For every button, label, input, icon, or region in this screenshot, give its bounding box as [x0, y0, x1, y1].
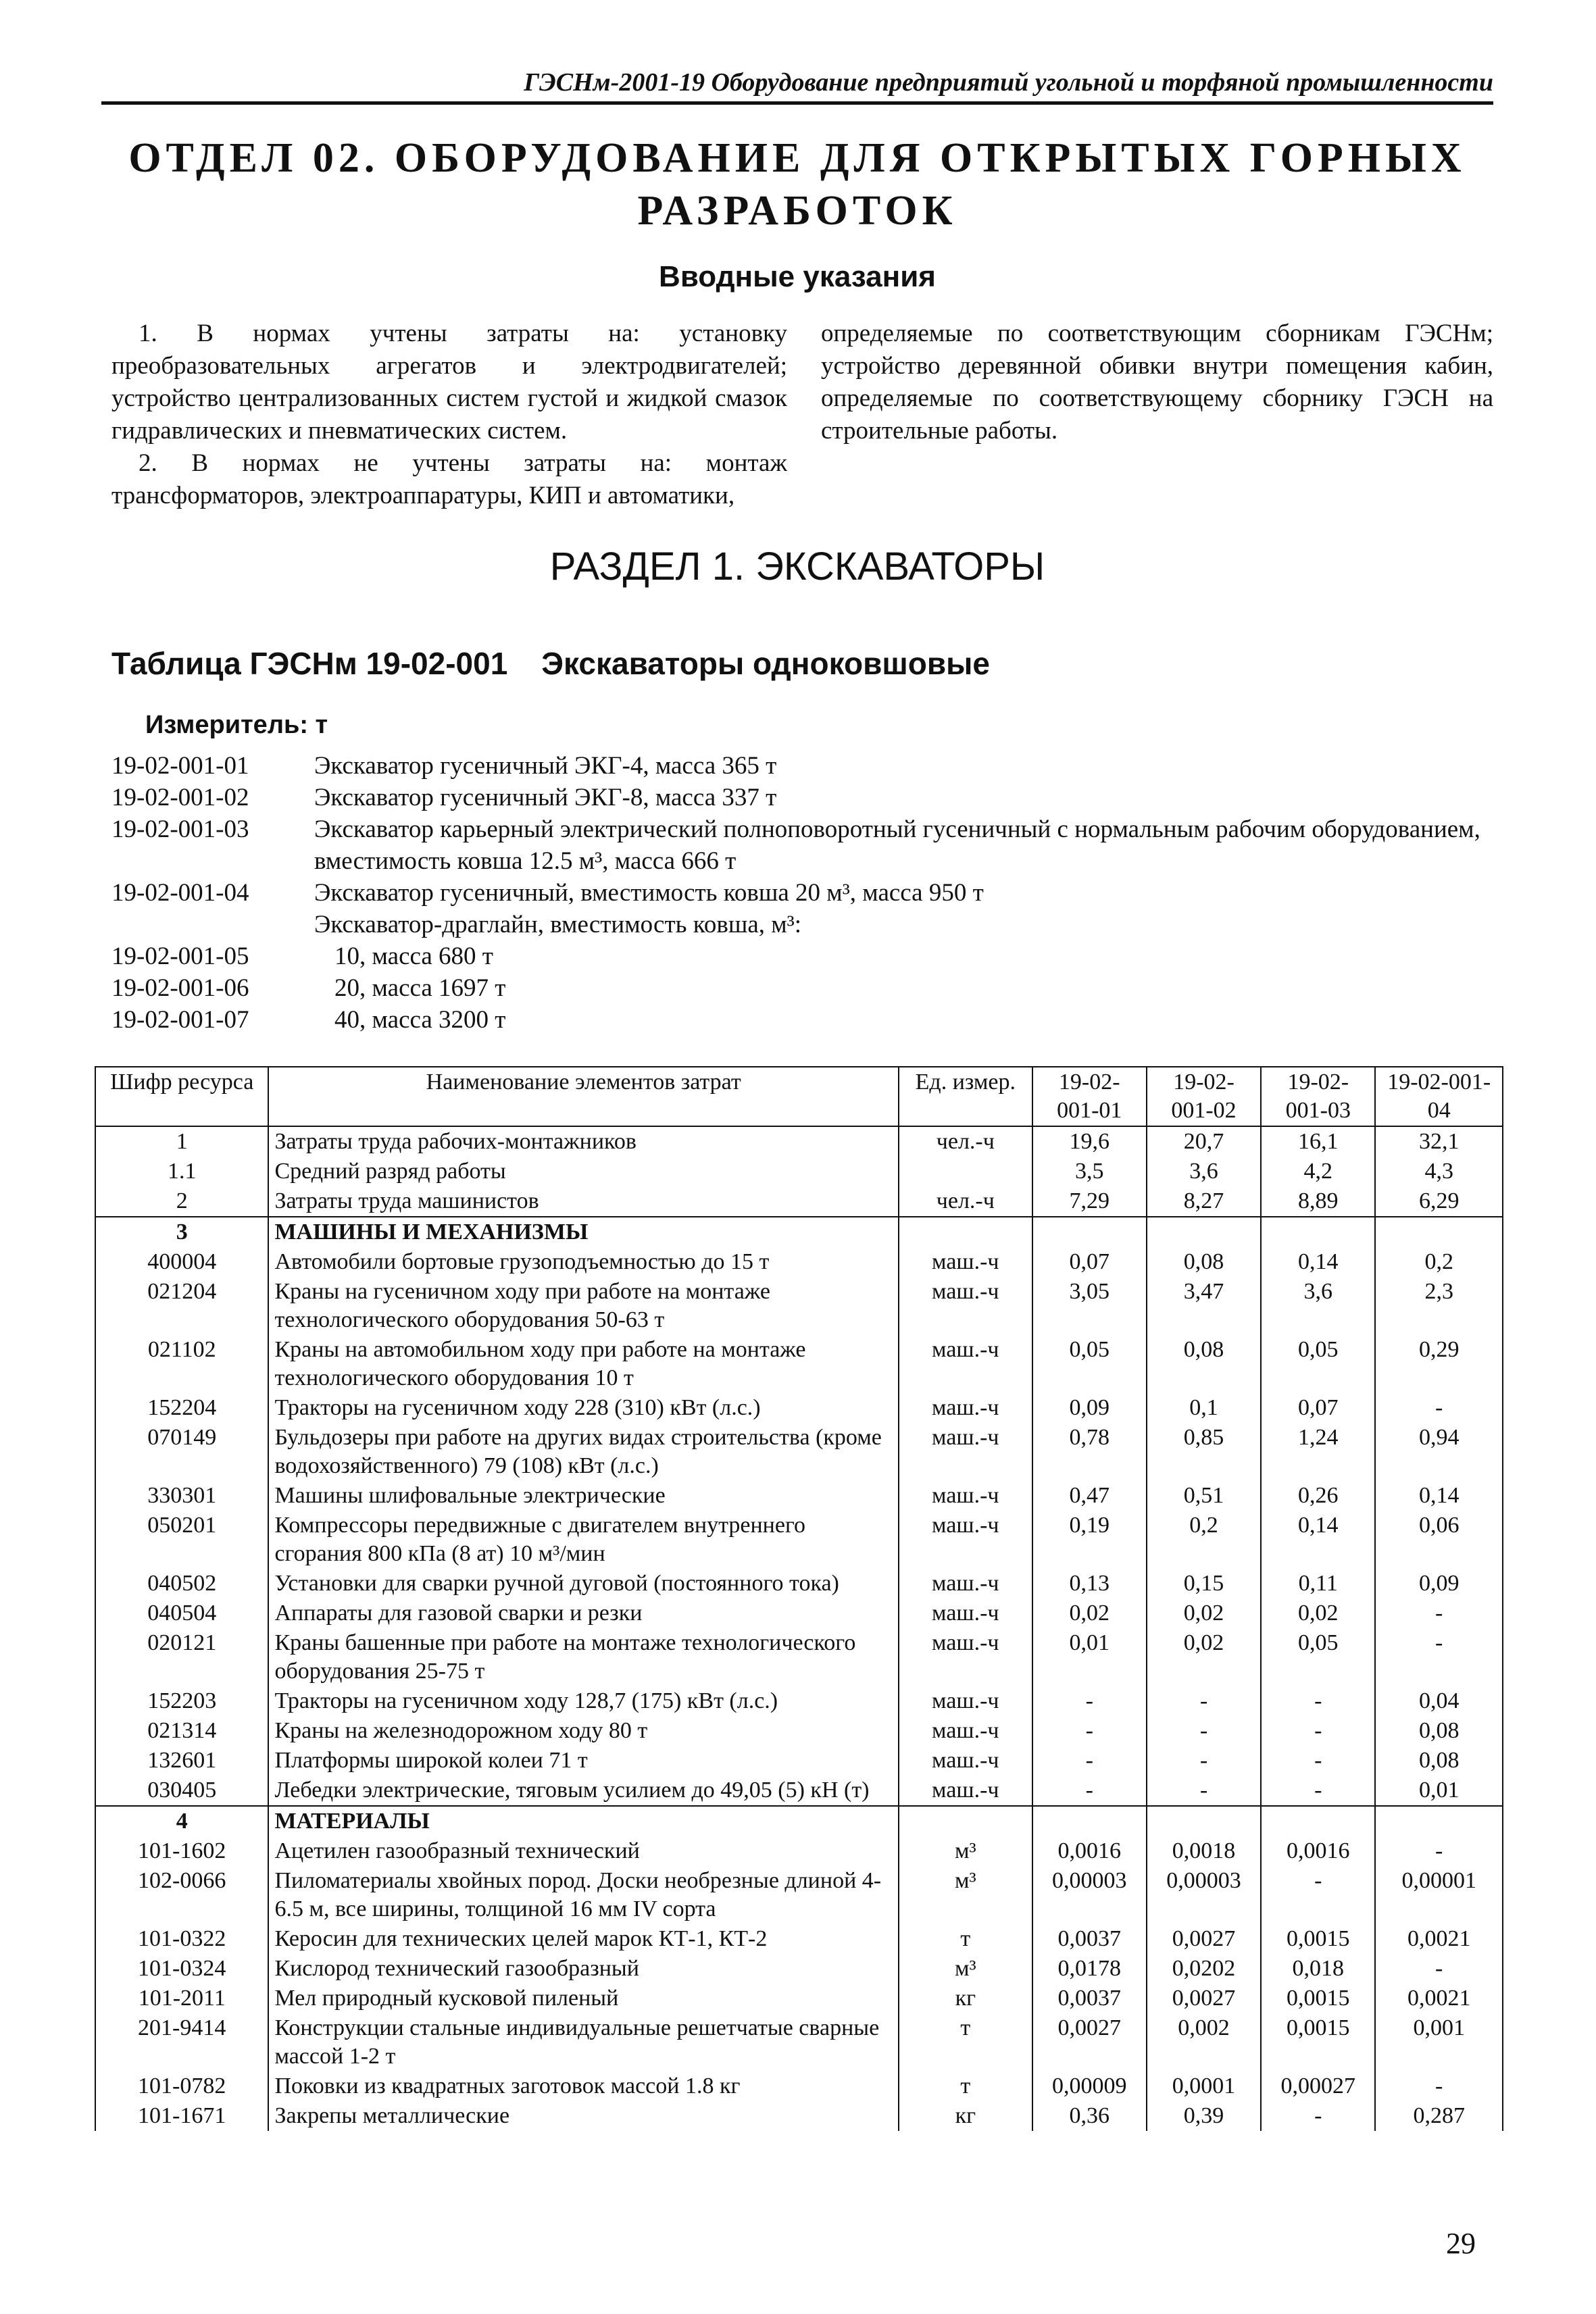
unit-cell: маш.-ч	[899, 1599, 1032, 1628]
norm-value-cell: -	[1261, 1746, 1375, 1776]
norm-value-cell: 0,02	[1261, 1599, 1375, 1628]
norm-value-cell: 20,7	[1147, 1126, 1261, 1157]
norm-value-cell: 0,0015	[1261, 1924, 1375, 1954]
cost-element-cell: Средний разряд работы	[268, 1157, 899, 1186]
cost-element-cell: Кислород технический газообразный	[268, 1954, 899, 1984]
norm-value-cell: 7,29	[1032, 1186, 1147, 1217]
cost-element-cell: Керосин для технических целей марок КТ-1, КТ-2	[268, 1924, 899, 1954]
norm-value-cell: -	[1147, 1716, 1261, 1746]
norm-code: 19-02-001-02	[111, 784, 249, 811]
table-row	[95, 1836, 1503, 1866]
norm-value-cell: 16,1	[1261, 1126, 1375, 1157]
norm-value-cell: -	[1375, 1599, 1503, 1628]
norm-value-cell: 0,08	[1375, 1746, 1503, 1776]
norm-value-cell: 0,29	[1375, 1335, 1503, 1393]
resource-code-cell: 040504	[95, 1599, 268, 1628]
running-header: ГЭСНм-2001-19 Оборудование предприятий угольной и торфяной промышленности	[101, 68, 1493, 105]
unit-cell: маш.-ч	[899, 1393, 1032, 1423]
resource-code-cell: 101-0782	[95, 2071, 268, 2101]
cost-element-cell: Аппараты для газовой сварки и резки	[268, 1599, 899, 1628]
norm-value-cell: 0,36	[1032, 2101, 1147, 2131]
cost-element-cell: Краны на автомобильном ходу при работе на монтаже технологического оборудования 10 т	[268, 1335, 899, 1393]
table-row	[95, 1924, 1503, 1954]
norm-description: Экскаватор гусеничный ЭКГ-4, масса 365 т	[314, 752, 777, 780]
cost-element-cell: Установки для сварки ручной дуговой (постоянного тока)	[268, 1569, 899, 1599]
unit-cell: маш.-ч	[899, 1746, 1032, 1776]
norm-value-cell: 0,14	[1261, 1511, 1375, 1569]
norm-value-cell	[1375, 1217, 1503, 1247]
table-row	[95, 1186, 1503, 1217]
norm-description: Экскаватор-драглайн, вместимость ковша, м³:	[314, 911, 802, 938]
table-row	[95, 2013, 1503, 2071]
header-norm-01: 19-02-001-01	[1032, 1067, 1147, 1126]
resource-code-cell: 101-1602	[95, 1836, 268, 1866]
unit-cell: кг	[899, 2101, 1032, 2131]
table-row	[95, 1481, 1503, 1511]
table-row	[95, 1628, 1503, 1686]
norm-code: 19-02-001-06	[111, 974, 249, 1002]
cost-element-cell: Затраты труда рабочих-монтажников	[268, 1126, 899, 1157]
cost-element-cell: Тракторы на гусеничном ходу 128,7 (175) кВт (л.с.)	[268, 1686, 899, 1716]
norm-value-cell: 3,6	[1261, 1277, 1375, 1335]
cost-element-cell: Закрепы металлические	[268, 2101, 899, 2131]
table-row	[95, 1217, 1503, 1247]
table-row	[95, 2101, 1503, 2131]
measure-unit: Измеритель: т	[145, 711, 328, 739]
norm-value-cell: 0,0027	[1147, 1984, 1261, 2013]
norm-value-cell: -	[1261, 1686, 1375, 1716]
resource-code-cell: 030405	[95, 1776, 268, 1806]
norm-value-cell: 4,2	[1261, 1157, 1375, 1186]
unit-cell: т	[899, 1924, 1032, 1954]
norm-value-cell: 0,08	[1375, 1716, 1503, 1746]
cost-element-cell: Затраты труда машинистов	[268, 1186, 899, 1217]
norm-description: Экскаватор гусеничный ЭКГ-8, масса 337 т	[314, 784, 777, 811]
cost-element-cell: Автомобили бортовые грузоподъемностью до 15 т	[268, 1247, 899, 1277]
header-unit: Ед. измер.	[899, 1067, 1032, 1126]
resource-code-cell: 021314	[95, 1716, 268, 1746]
unit-cell: т	[899, 2013, 1032, 2071]
cost-element-cell: Ацетилен газообразный технический	[268, 1836, 899, 1866]
intro-paragraph-2: 2. В нормах не учтены затраты на: монтаж трансформаторов, электроаппаратуры, КИП и автоматики,	[111, 449, 787, 509]
table-row	[95, 1866, 1503, 1924]
unit-cell: маш.-ч	[899, 1716, 1032, 1746]
intro-right-column	[821, 318, 1493, 447]
table-number: Таблица ГЭСНм 19-02-001	[111, 646, 508, 681]
unit-cell: маш.-ч	[899, 1569, 1032, 1599]
norm-value-cell: 0,0178	[1032, 1954, 1147, 1984]
table-row	[95, 1247, 1503, 1277]
resource-code-cell: 152203	[95, 1686, 268, 1716]
resource-code-cell: 050201	[95, 1511, 268, 1569]
table-row	[95, 1954, 1503, 1984]
cost-element-cell: Тракторы на гусеничном ходу 228 (310) кВт (л.с.)	[268, 1393, 899, 1423]
norm-value-cell: 0,19	[1032, 1511, 1147, 1569]
unit-cell: маш.-ч	[899, 1277, 1032, 1335]
table-row	[95, 1776, 1503, 1806]
table-row	[95, 1423, 1503, 1481]
norm-value-cell: -	[1261, 2101, 1375, 2131]
norm-value-cell: 0,14	[1375, 1481, 1503, 1511]
resource-code-cell: 201-9414	[95, 2013, 268, 2071]
resource-code-cell: 021204	[95, 1277, 268, 1335]
norm-value-cell	[1147, 1217, 1261, 1247]
norm-value-cell: 0,05	[1261, 1628, 1375, 1686]
norm-value-cell: 0,0018	[1147, 1836, 1261, 1866]
norm-value-cell: 0,15	[1147, 1569, 1261, 1599]
table-row	[95, 1746, 1503, 1776]
norm-value-cell: -	[1375, 1628, 1503, 1686]
table-row	[95, 1126, 1503, 1157]
norm-code: 19-02-001-04	[111, 879, 249, 907]
norm-value-cell: 0,00009	[1032, 2071, 1147, 2101]
norm-value-cell: 0,2	[1147, 1511, 1261, 1569]
norm-value-cell	[1261, 1217, 1375, 1247]
norm-value-cell: 0,08	[1147, 1335, 1261, 1393]
intro-title: Вводные указания	[659, 260, 936, 293]
resource-code-cell: 101-1671	[95, 2101, 268, 2131]
norm-description: 10, масса 680 т	[334, 942, 493, 970]
norm-value-cell: 0,0037	[1032, 1984, 1147, 2013]
norm-code-item	[111, 813, 1497, 877]
norm-value-cell: 0,11	[1261, 1569, 1375, 1599]
cost-element-cell: Мел природный кусковой пиленый	[268, 1984, 899, 2013]
norm-value-cell: 3,5	[1032, 1157, 1147, 1186]
norm-value-cell: 3,05	[1032, 1277, 1147, 1335]
norm-value-cell: 0,00003	[1032, 1866, 1147, 1924]
resource-code-cell: 132601	[95, 1746, 268, 1776]
norm-value-cell: 0,47	[1032, 1481, 1147, 1511]
norm-value-cell: 2,3	[1375, 1277, 1503, 1335]
norm-value-cell: 0,002	[1147, 2013, 1261, 2071]
norm-value-cell: 19,6	[1032, 1126, 1147, 1157]
unit-cell	[899, 1806, 1032, 1836]
norm-value-cell: 0,08	[1147, 1247, 1261, 1277]
norm-value-cell: 0,02	[1032, 1599, 1147, 1628]
norm-value-cell: 0,01	[1032, 1628, 1147, 1686]
resource-table	[95, 1066, 1503, 2131]
norm-value-cell: -	[1032, 1776, 1147, 1806]
norm-value-cell: 1,24	[1261, 1423, 1375, 1481]
intro-paragraph-3: определяемые по соответствующим сборникам ГЭСНм; устройство деревянной обивки внутри помещения кабин, определяемые по соответствующему сборнику ГЭСН на строительные работы.	[821, 320, 1493, 445]
norm-value-cell: 0,287	[1375, 2101, 1503, 2131]
norm-value-cell	[1261, 1806, 1375, 1836]
table-row	[95, 1393, 1503, 1423]
unit-cell: м³	[899, 1836, 1032, 1866]
norm-code-item	[111, 750, 1497, 782]
norm-value-cell	[1032, 1217, 1147, 1247]
header-norm-02: 19-02-001-02	[1147, 1067, 1261, 1126]
norm-value-cell: 0,0021	[1375, 1924, 1503, 1954]
norm-value-cell: 0,51	[1147, 1481, 1261, 1511]
table-row	[95, 1806, 1503, 1836]
page-number: 29	[1446, 2227, 1476, 2260]
norm-value-cell: 0,00027	[1261, 2071, 1375, 2101]
table-name: Экскаваторы одноковшовые	[541, 646, 991, 681]
cost-element-cell: Краны башенные при работе на монтаже технологического оборудования 25-75 т	[268, 1628, 899, 1686]
norm-value-cell: 0,0016	[1032, 1836, 1147, 1866]
cost-element-cell: Поковки из квадратных заготовок массой 1.8 кг	[268, 2071, 899, 2101]
norm-value-cell: 0,09	[1032, 1393, 1147, 1423]
norm-code: 19-02-001-07	[111, 1006, 249, 1034]
unit-cell: маш.-ч	[899, 1776, 1032, 1806]
norm-code: 19-02-001-03	[111, 815, 249, 843]
table-row	[95, 1335, 1503, 1393]
unit-cell: маш.-ч	[899, 1247, 1032, 1277]
resource-code-cell: 101-0322	[95, 1924, 268, 1954]
norm-value-cell: 0,13	[1032, 1569, 1147, 1599]
resource-code-cell: 152204	[95, 1393, 268, 1423]
unit-cell: маш.-ч	[899, 1423, 1032, 1481]
norm-value-cell: 0,09	[1375, 1569, 1503, 1599]
norm-value-cell: 0,02	[1147, 1628, 1261, 1686]
norm-code-list	[111, 750, 1497, 1036]
norm-value-cell: -	[1375, 1954, 1503, 1984]
table-row	[95, 1599, 1503, 1628]
header-cost-element: Наименование элементов затрат	[268, 1067, 899, 1126]
resource-code-cell: 400004	[95, 1247, 268, 1277]
norm-value-cell: 0,018	[1261, 1954, 1375, 1984]
norm-value-cell: 0,05	[1261, 1335, 1375, 1393]
unit-cell: маш.-ч	[899, 1628, 1032, 1686]
resource-code-cell: 040502	[95, 1569, 268, 1599]
norm-value-cell: -	[1147, 1686, 1261, 1716]
norm-code: 19-02-001-01	[111, 752, 249, 780]
norm-description: Экскаватор карьерный электрический полноповоротный гусеничный с нормальным рабочим оборудованием, вместимость ковша 12.5 м³, масса 666 т	[314, 815, 1480, 875]
unit-cell: м³	[899, 1954, 1032, 1984]
cost-element-cell: МАШИНЫ И МЕХАНИЗМЫ	[268, 1217, 899, 1247]
unit-cell: чел.-ч	[899, 1126, 1032, 1157]
norm-value-cell: -	[1375, 2071, 1503, 2101]
norm-value-cell: -	[1147, 1776, 1261, 1806]
norm-value-cell: 0,02	[1147, 1599, 1261, 1628]
cost-element-cell: Пиломатериалы хвойных пород. Доски необрезные длиной 4-6.5 м, все ширины, толщиной 16 мм IV сорта	[268, 1866, 899, 1924]
norm-value-cell	[1147, 1806, 1261, 1836]
intro-paragraph-1: 1. В нормах учтены затраты на: установку преобразовательных агрегатов и электродвигателей; устройство централизованных систем густой и жидкой смазок гидравлических и пневматических систем.	[111, 320, 787, 445]
cost-element-cell: Компрессоры передвижные с двигателем внутреннего сгорания 800 кПа (8 ат) 10 м³/мин	[268, 1511, 899, 1569]
table-row	[95, 1511, 1503, 1569]
norm-value-cell: 0,2	[1375, 1247, 1503, 1277]
resource-code-cell: 101-2011	[95, 1984, 268, 2013]
header-norm-04: 19-02-001-04	[1375, 1067, 1503, 1126]
norm-value-cell: -	[1032, 1716, 1147, 1746]
table-row	[95, 2071, 1503, 2101]
cost-element-cell: Краны на гусеничном ходу при работе на монтаже технологического оборудования 50-63 т	[268, 1277, 899, 1335]
norm-code-item	[111, 972, 1497, 1004]
resource-code-cell: 101-0324	[95, 1954, 268, 1984]
unit-cell	[899, 1157, 1032, 1186]
norm-code-item	[111, 782, 1497, 813]
norm-value-cell: 0,0202	[1147, 1954, 1261, 1984]
norm-value-cell: 0,94	[1375, 1423, 1503, 1481]
norm-value-cell: -	[1261, 1866, 1375, 1924]
norm-description: 20, масса 1697 т	[334, 974, 506, 1002]
header-norm-03: 19-02-001-03	[1261, 1067, 1375, 1126]
table-row	[95, 1277, 1503, 1335]
resource-code-cell: 1.1	[95, 1157, 268, 1186]
norm-value-cell	[1375, 1806, 1503, 1836]
norm-value-cell: -	[1032, 1746, 1147, 1776]
unit-cell: м³	[899, 1866, 1032, 1924]
norm-value-cell: 0,07	[1032, 1247, 1147, 1277]
norm-code-item	[111, 940, 1497, 972]
cost-element-cell: МАТЕРИАЛЫ	[268, 1806, 899, 1836]
section-title: РАЗДЕЛ 1. ЭКСКАВАТОРЫ	[549, 545, 1045, 588]
resource-code-cell: 021102	[95, 1335, 268, 1393]
norm-value-cell	[1032, 1806, 1147, 1836]
cost-element-cell: Машины шлифовальные электрические	[268, 1481, 899, 1511]
unit-cell	[899, 1217, 1032, 1247]
table-header-row	[95, 1067, 1503, 1126]
cost-element-cell: Платформы широкой колеи 71 т	[268, 1746, 899, 1776]
norm-value-cell: 0,01	[1375, 1776, 1503, 1806]
norm-description: Экскаватор гусеничный, вместимость ковша 20 м³, масса 950 т	[314, 879, 984, 907]
norm-value-cell: -	[1375, 1836, 1503, 1866]
norm-value-cell: 6,29	[1375, 1186, 1503, 1217]
cost-element-cell: Конструкции стальные индивидуальные решетчатые сварные массой 1-2 т	[268, 2013, 899, 2071]
unit-cell: чел.-ч	[899, 1186, 1032, 1217]
norm-value-cell: 0,0001	[1147, 2071, 1261, 2101]
department-title: ОТДЕЛ 02. ОБОРУДОВАНИЕ ДЛЯ ОТКРЫТЫХ ГОРНЫХ РАЗРАБОТОК	[128, 135, 1466, 234]
resource-code-cell: 1	[95, 1126, 268, 1157]
norm-value-cell: -	[1261, 1776, 1375, 1806]
norm-code: 19-02-001-05	[111, 942, 249, 970]
unit-cell: кг	[899, 1984, 1032, 2013]
table-row	[95, 1716, 1503, 1746]
unit-cell: маш.-ч	[899, 1686, 1032, 1716]
norm-value-cell: 0,06	[1375, 1511, 1503, 1569]
norm-value-cell: 8,27	[1147, 1186, 1261, 1217]
resource-code-cell: 102-0066	[95, 1866, 268, 1924]
intro-left-column	[111, 318, 787, 512]
norm-value-cell: 0,26	[1261, 1481, 1375, 1511]
resource-code-cell: 2	[95, 1186, 268, 1217]
norm-code-item	[111, 1004, 1497, 1036]
norm-value-cell: 0,0037	[1032, 1924, 1147, 1954]
norm-value-cell: 0,04	[1375, 1686, 1503, 1716]
norm-value-cell: 4,3	[1375, 1157, 1503, 1186]
cost-element-cell: Лебедки электрические, тяговым усилием до 49,05 (5) кН (т)	[268, 1776, 899, 1806]
header-resource-code: Шифр ресурса	[95, 1067, 268, 1126]
cost-element-cell: Краны на железнодорожном ходу 80 т	[268, 1716, 899, 1746]
norm-code-item	[111, 909, 1497, 940]
table-row	[95, 1569, 1503, 1599]
table-row	[95, 1984, 1503, 2013]
resource-code-cell: 3	[95, 1217, 268, 1247]
norm-value-cell: 0,00003	[1147, 1866, 1261, 1924]
norm-value-cell: 0,39	[1147, 2101, 1261, 2131]
norm-value-cell: 0,0015	[1261, 2013, 1375, 2071]
norm-code-item	[111, 877, 1497, 909]
norm-value-cell: 0,14	[1261, 1247, 1375, 1277]
norm-value-cell: 0,1	[1147, 1393, 1261, 1423]
resource-code-cell: 330301	[95, 1481, 268, 1511]
norm-value-cell: 0,85	[1147, 1423, 1261, 1481]
norm-description: 40, масса 3200 т	[334, 1006, 506, 1034]
unit-cell: т	[899, 2071, 1032, 2101]
norm-code	[111, 909, 314, 940]
resource-code-cell: 020121	[95, 1628, 268, 1686]
unit-cell: маш.-ч	[899, 1335, 1032, 1393]
norm-value-cell: 8,89	[1261, 1186, 1375, 1217]
norm-value-cell: 3,47	[1147, 1277, 1261, 1335]
norm-value-cell: 32,1	[1375, 1126, 1503, 1157]
norm-value-cell: 0,78	[1032, 1423, 1147, 1481]
norm-value-cell: 0,0016	[1261, 1836, 1375, 1866]
norm-value-cell: 0,0021	[1375, 1984, 1503, 2013]
table-title	[111, 645, 990, 682]
norm-value-cell: -	[1261, 1716, 1375, 1746]
norm-value-cell: 0,07	[1261, 1393, 1375, 1423]
norm-value-cell: 0,0027	[1147, 1924, 1261, 1954]
norm-value-cell: 0,001	[1375, 2013, 1503, 2071]
norm-value-cell: 3,6	[1147, 1157, 1261, 1186]
table-row	[95, 1686, 1503, 1716]
norm-value-cell: 0,0027	[1032, 2013, 1147, 2071]
norm-value-cell: -	[1147, 1746, 1261, 1776]
cost-element-cell: Бульдозеры при работе на других видах строительства (кроме водохозяйственного) 79 (108) кВт (л.с.)	[268, 1423, 899, 1481]
unit-cell: маш.-ч	[899, 1481, 1032, 1511]
unit-cell: маш.-ч	[899, 1511, 1032, 1569]
norm-value-cell: 0,05	[1032, 1335, 1147, 1393]
norm-value-cell: -	[1032, 1686, 1147, 1716]
norm-value-cell: 0,00001	[1375, 1866, 1503, 1924]
norm-value-cell: -	[1375, 1393, 1503, 1423]
resource-code-cell: 4	[95, 1806, 268, 1836]
norm-value-cell: 0,0015	[1261, 1984, 1375, 2013]
resource-code-cell: 070149	[95, 1423, 268, 1481]
table-row	[95, 1157, 1503, 1186]
